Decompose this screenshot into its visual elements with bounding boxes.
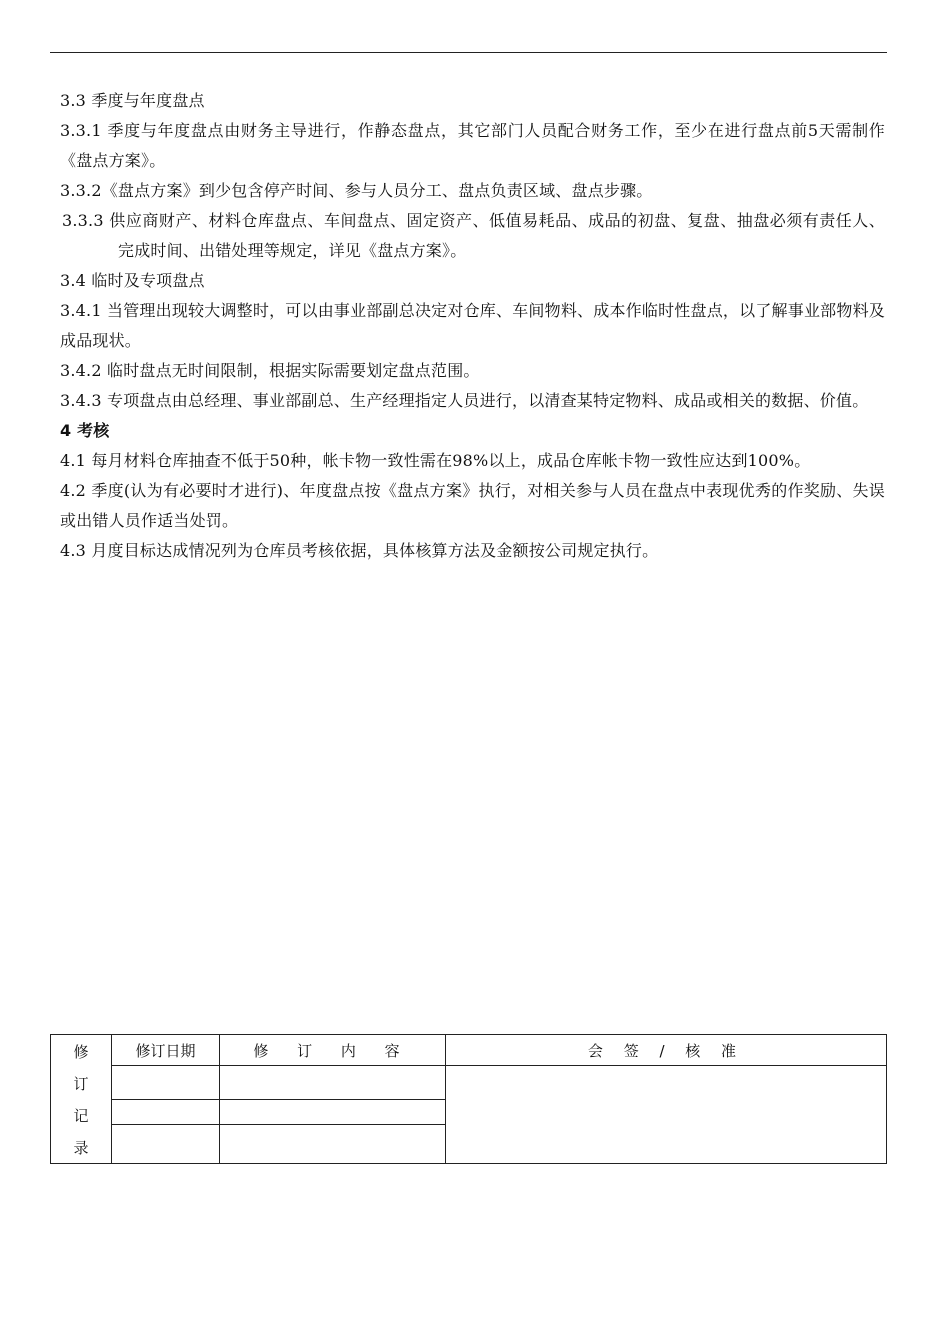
clause-4-1: 4.1 每月材料仓库抽查不低于50种，帐卡物一致性需在98%以上，成品仓库帐卡物一致性应达到100%。 xyxy=(60,451,811,470)
column-header-signoff: 会 签 / 核 准 xyxy=(446,1035,887,1066)
revision-date-cell[interactable] xyxy=(112,1066,220,1100)
revision-content-cell[interactable] xyxy=(220,1125,446,1164)
clause-4-3: 4.3 月度目标达成情况列为仓库员考核依据，具体核算方法及金额按公司规定执行。 xyxy=(60,541,659,560)
document-body xyxy=(60,86,885,566)
revision-table-header-row xyxy=(51,1035,887,1066)
table-row xyxy=(51,1066,887,1100)
clause-3-4-3: 3.4.3 专项盘点由总经理、事业部副总、生产经理指定人员进行，以清查某特定物料、成品或相关的数据、价值。 xyxy=(60,391,869,410)
column-header-revision-date: 修订日期 xyxy=(112,1035,220,1066)
clause-4-2: 4.2 季度(认为有必要时才进行)、年度盘点按《盘点方案》执行，对相关参与人员在盘点中表现优秀的作奖励、失误或出错人员作适当处罚。 xyxy=(60,481,885,530)
header-rule xyxy=(50,52,887,53)
revision-record-label xyxy=(51,1035,112,1164)
section-4-title: 4 考核 xyxy=(60,421,110,440)
revision-label-char: 修 xyxy=(73,1043,89,1061)
revision-label-char: 记 xyxy=(73,1107,89,1125)
revision-content-cell[interactable] xyxy=(220,1100,446,1125)
clause-3-4-2: 3.4.2 临时盘点无时间限制，根据实际需要划定盘点范围。 xyxy=(60,361,480,380)
clause-3-4-1: 3.4.1 当管理出现较大调整时，可以由事业部副总决定对仓库、车间物料、成本作临时性盘点，以了解事业部物料及成品现状。 xyxy=(60,301,885,350)
clause-3-3-3: 3.3.3 供应商财产、材料仓库盘点、车间盘点、固定资产、低值易耗品、成品的初盘、复盘、抽盘必须有责任人、完成时间、出错处理等规定，详见《盘点方案》。 xyxy=(62,211,885,260)
revision-record-table xyxy=(50,1034,887,1164)
revision-label-char: 录 xyxy=(73,1139,89,1157)
signoff-cell[interactable] xyxy=(446,1066,887,1164)
clause-3-3-1: 3.3.1 季度与年度盘点由财务主导进行，作静态盘点，其它部门人员配合财务工作，至少在进行盘点前5天需制作《盘点方案》。 xyxy=(60,121,885,170)
column-header-revision-content: 修 订 内 容 xyxy=(220,1035,446,1066)
section-3-4-title: 3.4 临时及专项盘点 xyxy=(60,271,205,290)
revision-date-cell[interactable] xyxy=(112,1125,220,1164)
revision-content-cell[interactable] xyxy=(220,1066,446,1100)
clause-3-3-2: 3.3.2《盘点方案》到少包含停产时间、参与人员分工、盘点负责区域、盘点步骤。 xyxy=(60,181,653,200)
revision-date-cell[interactable] xyxy=(112,1100,220,1125)
section-3-3-title: 3.3 季度与年度盘点 xyxy=(60,91,205,110)
revision-label-char: 订 xyxy=(73,1075,89,1093)
